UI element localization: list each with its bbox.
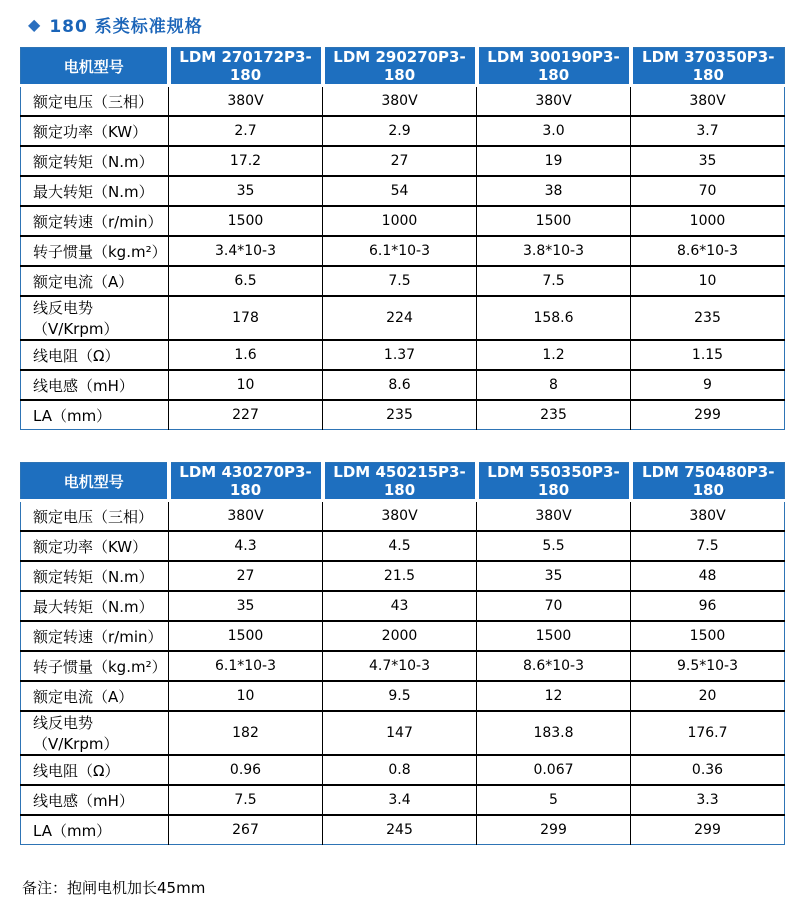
spec-value-cell: 224	[323, 296, 477, 340]
spec-value-cell: 176.7	[631, 711, 785, 755]
spec-value-cell: 19	[477, 146, 631, 176]
spec-value-cell: 1.2	[477, 340, 631, 370]
spec-value-cell: 0.067	[477, 755, 631, 785]
spec-value-cell: 227	[169, 400, 323, 430]
spec-value-cell: 21.5	[323, 561, 477, 591]
section-title-row	[28, 12, 784, 37]
spec-value-cell: 0.96	[169, 755, 323, 785]
spec-value-cell: 8.6*10-3	[477, 651, 631, 681]
spec-label-cell: 线电感（mH）	[21, 785, 169, 815]
spec-value-cell: 9	[631, 370, 785, 400]
spec-value-cell: 10	[169, 681, 323, 711]
spec-value-cell: 35	[169, 591, 323, 621]
model-column-header: LDM 270172P3-180	[169, 48, 323, 86]
table-row	[21, 400, 785, 430]
spec-column-header: 电机型号	[21, 463, 169, 501]
spec-value-cell: 147	[323, 711, 477, 755]
table-row	[21, 815, 785, 845]
page-title: 180 系类标准规格	[49, 17, 203, 37]
spec-column-header: 电机型号	[21, 48, 169, 86]
spec-value-cell: 235	[477, 400, 631, 430]
spec-value-cell: 7.5	[323, 266, 477, 296]
spec-value-cell: 178	[169, 296, 323, 340]
header-row	[21, 463, 785, 501]
spec-value-cell: 2.9	[323, 116, 477, 146]
spec-value-cell: 7.5	[169, 785, 323, 815]
spec-value-cell: 380V	[323, 501, 477, 532]
spec-table-1-header	[21, 48, 785, 86]
spec-value-cell: 3.0	[477, 116, 631, 146]
spec-label-cell: 额定功率（KW）	[21, 116, 169, 146]
model-column-header: LDM 430270P3-180	[169, 463, 323, 501]
spec-value-cell: 70	[631, 176, 785, 206]
spec-label-cell: 线电阻（Ω）	[21, 340, 169, 370]
spec-label-cell: 额定电压（三相）	[33, 507, 154, 526]
spec-value-cell: 17.2	[169, 146, 323, 176]
spec-label-cell: 线反电势（V/Krpm）	[21, 296, 169, 340]
spec-table-2	[20, 462, 785, 845]
model-column-header: LDM 450215P3-180	[323, 463, 477, 501]
spec-label-cell: 额定功率（KW）	[21, 531, 169, 561]
spec-value-cell: 183.8	[477, 711, 631, 755]
diamond-icon: ◆	[28, 14, 41, 34]
spec-value-cell: 1000	[631, 206, 785, 236]
spec-value-cell: 20	[631, 681, 785, 711]
spec-value-cell: 12	[477, 681, 631, 711]
spec-value-cell: 380V	[323, 86, 477, 117]
spec-label-cell: 转子惯量（kg.m²）	[21, 236, 169, 266]
spec-value-cell: 5.5	[477, 531, 631, 561]
spec-value-cell: 235	[631, 296, 785, 340]
spec-table-1	[20, 47, 785, 430]
table-row	[21, 501, 785, 532]
spec-value-cell: 4.3	[169, 531, 323, 561]
spec-value-cell: 35	[477, 561, 631, 591]
spec-value-cell: 299	[631, 400, 785, 430]
spec-value-cell: 4.7*10-3	[323, 651, 477, 681]
spec-value-cell: 27	[323, 146, 477, 176]
table-row	[21, 266, 785, 296]
spec-value-cell: 5	[477, 785, 631, 815]
spec-value-cell: 6.1*10-3	[169, 651, 323, 681]
table-row	[21, 531, 785, 561]
spec-label-cell: 额定电压（三相）	[33, 92, 154, 111]
spec-value-cell: 1500	[477, 621, 631, 651]
spec-table-2-body	[21, 501, 785, 845]
spec-value-cell: 380V	[169, 86, 323, 117]
spec-value-cell: 380V	[477, 86, 631, 117]
spec-value-cell: 380V	[631, 86, 785, 117]
table-row	[21, 755, 785, 785]
spec-value-cell: 0.36	[631, 755, 785, 785]
spec-label-cell: 额定转速（r/min）	[21, 206, 169, 236]
spec-value-cell: 267	[169, 815, 323, 845]
spec-label-cell: 额定转矩（N.m）	[21, 561, 169, 591]
spec-label-cell: 额定转矩（N.m）	[21, 146, 169, 176]
model-column-header: LDM 550350P3-180	[477, 463, 631, 501]
spec-value-cell: 96	[631, 591, 785, 621]
table-row	[21, 621, 785, 651]
spec-value-cell: 158.6	[477, 296, 631, 340]
spec-label-cell: 线电阻（Ω）	[21, 755, 169, 785]
table-row	[21, 236, 785, 266]
table-row	[21, 206, 785, 236]
spec-value-cell: 299	[631, 815, 785, 845]
spec-value-cell: 43	[323, 591, 477, 621]
table-row	[21, 116, 785, 146]
spec-value-cell: 3.7	[631, 116, 785, 146]
spec-value-cell: 380V	[631, 501, 785, 532]
spec-label-cell: 最大转矩（N.m）	[21, 176, 169, 206]
table-row	[21, 340, 785, 370]
table-row	[21, 591, 785, 621]
spec-table-2-header	[21, 463, 785, 501]
table-row	[21, 146, 785, 176]
spec-value-cell: 3.8*10-3	[477, 236, 631, 266]
spec-value-cell: 10	[169, 370, 323, 400]
spec-value-cell: 2.7	[169, 116, 323, 146]
spec-label-cell: 最大转矩（N.m）	[21, 591, 169, 621]
table-row	[21, 711, 785, 755]
model-column-header: LDM 300190P3-180	[477, 48, 631, 86]
spec-value-cell: 1.15	[631, 340, 785, 370]
spec-value-cell: 7.5	[477, 266, 631, 296]
spec-value-cell: 9.5*10-3	[631, 651, 785, 681]
spec-value-cell: 1500	[477, 206, 631, 236]
spec-value-cell: 1000	[323, 206, 477, 236]
spec-value-cell: 3.4	[323, 785, 477, 815]
header-row	[21, 48, 785, 86]
table-row	[21, 296, 785, 340]
spec-value-cell: 1500	[631, 621, 785, 651]
spec-value-cell: 10	[631, 266, 785, 296]
spec-value-cell: 235	[323, 400, 477, 430]
table-row	[21, 370, 785, 400]
table-row	[21, 785, 785, 815]
spec-value-cell: 54	[323, 176, 477, 206]
spec-value-cell: 1500	[169, 621, 323, 651]
spec-value-cell: 1500	[169, 206, 323, 236]
spec-value-cell: 6.5	[169, 266, 323, 296]
spec-value-cell: 299	[477, 815, 631, 845]
table-row	[21, 681, 785, 711]
spec-value-cell: 245	[323, 815, 477, 845]
spec-value-cell: 48	[631, 561, 785, 591]
spec-label-cell: 线反电势（V/Krpm）	[21, 711, 169, 755]
table-row	[21, 176, 785, 206]
spec-value-cell: 0.8	[323, 755, 477, 785]
footer-note: 备注：抱闸电机加长45mm	[22, 879, 206, 897]
spec-value-cell: 8	[477, 370, 631, 400]
table-row	[21, 561, 785, 591]
spec-value-cell: 2000	[323, 621, 477, 651]
model-column-header: LDM 370350P3-180	[631, 48, 785, 86]
model-column-header: LDM 750480P3-180	[631, 463, 785, 501]
spec-value-cell: 1.37	[323, 340, 477, 370]
spec-value-cell: 9.5	[323, 681, 477, 711]
spec-label-cell: 额定转速（r/min）	[21, 621, 169, 651]
spec-value-cell: 70	[477, 591, 631, 621]
spec-label-cell: 额定电流（A）	[21, 681, 169, 711]
spec-value-cell: 1.6	[169, 340, 323, 370]
spec-value-cell: 35	[169, 176, 323, 206]
spec-value-cell: 3.3	[631, 785, 785, 815]
model-column-header: LDM 290270P3-180	[323, 48, 477, 86]
spec-table-1-body	[21, 86, 785, 430]
spec-value-cell: 27	[169, 561, 323, 591]
spec-value-cell: 38	[477, 176, 631, 206]
table-row	[21, 86, 785, 117]
spec-value-cell: 380V	[169, 501, 323, 532]
spec-label-cell: LA（mm）	[21, 815, 169, 845]
spec-value-cell: 8.6*10-3	[631, 236, 785, 266]
spec-value-cell: 3.4*10-3	[169, 236, 323, 266]
spec-label-cell: 转子惯量（kg.m²）	[21, 651, 169, 681]
table-row	[21, 651, 785, 681]
spec-value-cell: 35	[631, 146, 785, 176]
spec-value-cell: 380V	[477, 501, 631, 532]
spec-value-cell: 4.5	[323, 531, 477, 561]
spec-value-cell: 182	[169, 711, 323, 755]
spec-label-cell: LA（mm）	[21, 400, 169, 430]
spec-label-cell: 额定电流（A）	[21, 266, 169, 296]
spec-value-cell: 7.5	[631, 531, 785, 561]
spec-label-cell: 线电感（mH）	[21, 370, 169, 400]
spec-value-cell: 6.1*10-3	[323, 236, 477, 266]
spec-value-cell: 8.6	[323, 370, 477, 400]
